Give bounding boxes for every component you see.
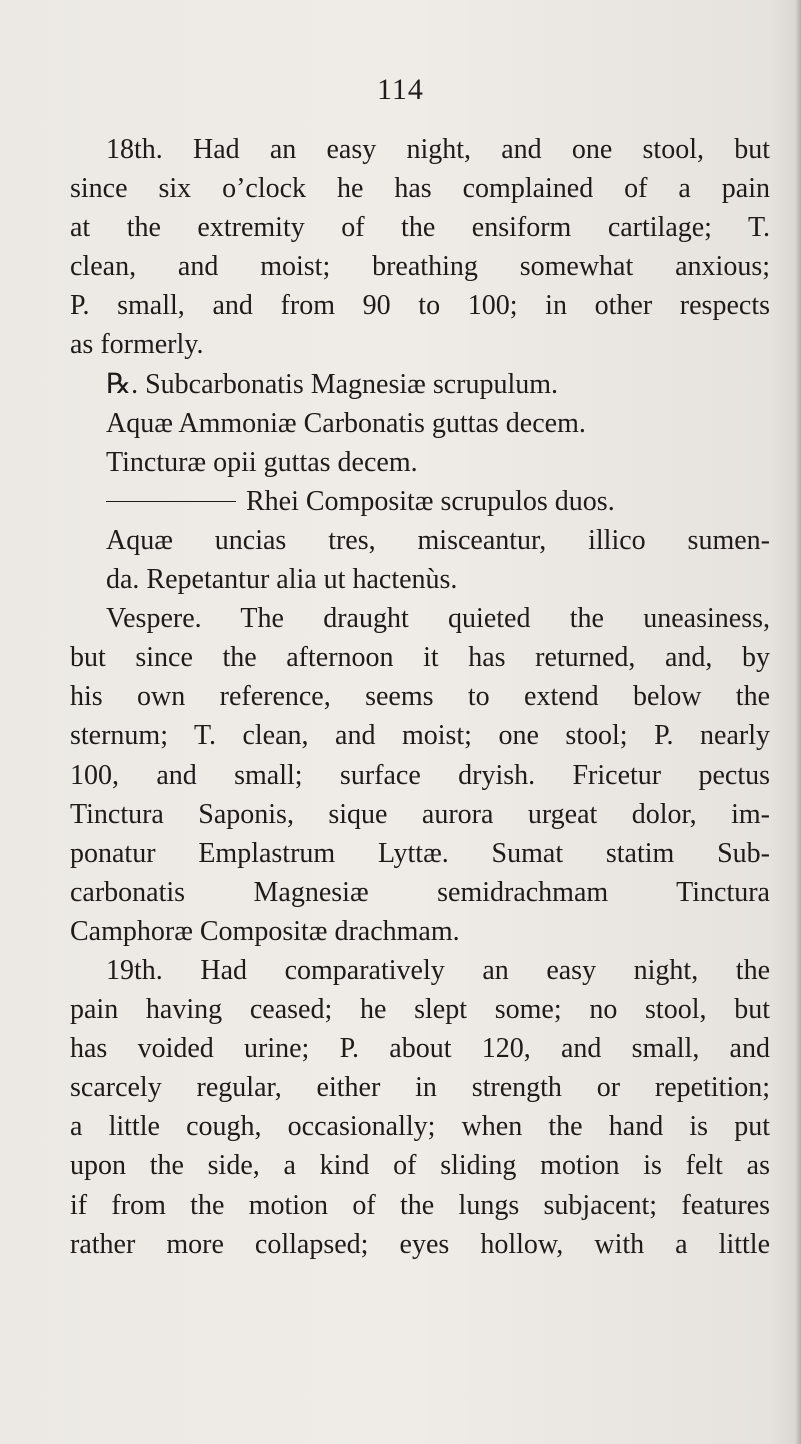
prescription-line-ditto [70,482,770,521]
text-line: if from the motion of the lungs subjacent; features [70,1189,770,1221]
text-line: scarcely regular, either in strength or repetition; [70,1072,770,1104]
page-edge-shadow [795,0,801,1444]
text-line: carbonatis Magnesiæ semidrachmam Tinctura [70,876,770,908]
text-line: clean, and moist; breathing somewhat anxious; [70,251,770,283]
ditto-dash [106,501,236,502]
text-line: rather more collapsed; eyes hollow, with a little [70,1228,770,1260]
text-line: 100, and small; surface dryish. Fricetur pectus [70,759,770,791]
text-line: Vespere. The draught quieted the uneasiness, [106,603,770,635]
body-text [70,130,770,1264]
prescription-line: Aquæ Ammoniæ Carbonatis guttas decem. [106,407,586,439]
text-line: as formerly. [70,329,204,361]
prescription-line: ℞. Subcarbonatis Magnesiæ scrupulum. [106,368,559,400]
text-line: 19th. Had comparatively an easy night, the [106,954,770,986]
text-line: P. small, and from 90 to 100; in other respects [70,290,770,322]
prescription-text: Rhei Compositæ scrupulos duos. [246,485,615,517]
text-line: 18th. Had an easy night, and one stool, but [106,134,770,165]
text-line: ponatur Emplastrum Lyttæ. Sumat statim Sub- [70,837,770,869]
page-number: 114 [377,73,424,106]
prescription-line: Tincturæ opii guttas decem. [106,446,418,478]
text-line: a little cough, occasionally; when the hand is put [70,1111,770,1143]
text-line: his own reference, seems to extend below the [70,681,770,713]
text-line: at the extremity of the ensiform cartilage; T. [70,212,770,244]
text-line: Tinctura Saponis, sique aurora urgeat dolor, im- [70,798,770,830]
text-line: but since the afternoon it has returned, and, by [70,642,770,674]
text-line: has voided urine; P. about 120, and small, and [70,1033,770,1065]
prescription-line: Aquæ uncias tres, misceantur, illico sumen- [106,524,770,556]
text-line: since six o’clock he has complained of a pain [70,173,770,205]
text-line: upon the side, a kind of sliding motion is felt as [70,1150,770,1182]
text-line: Camphoræ Compositæ drachmam. [70,915,460,947]
text-line: pain having ceased; he slept some; no stool, but [70,994,770,1026]
text-line: sternum; T. clean, and moist; one stool; P. nearly [70,720,770,752]
prescription-line: da. Repetantur alia ut hactenùs. [106,564,458,596]
